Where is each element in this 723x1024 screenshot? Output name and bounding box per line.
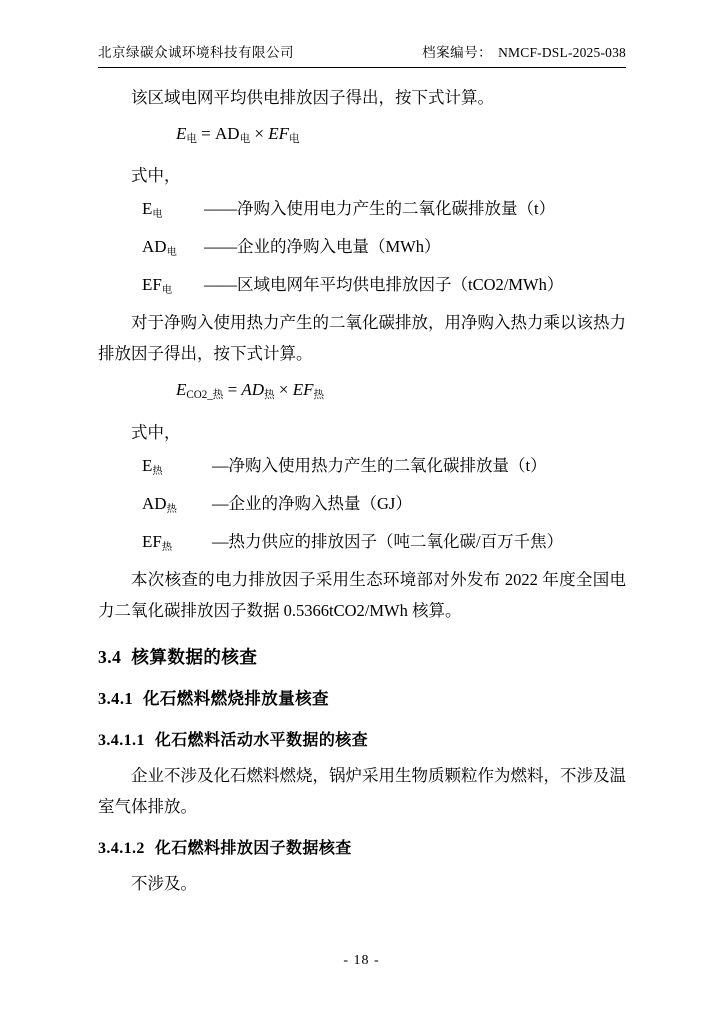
- formula1-rhs-b-sub: 电: [288, 133, 300, 145]
- heading-3-4-1-1-title: 化石燃料活动水平数据的核查: [154, 731, 369, 749]
- definition-text: 净购入使用电力产生的二氧化碳排放量（t）: [237, 199, 556, 219]
- formula1-times: ×: [254, 123, 264, 143]
- header-company-name: 北京绿碳众诚环境科技有限公司: [98, 45, 294, 60]
- definition-row: [98, 193, 626, 231]
- definition-text: 热力供应的排放因子（吨二氧化碳/百万千焦）: [228, 531, 564, 551]
- paragraph-3-4-1-1-body: 企业不涉及化石燃料燃烧，锅炉采用生物质颗粒作为燃料，不涉及温室气体排放。: [98, 765, 626, 816]
- definition-list-heat: [98, 450, 626, 564]
- formula1-lhs-sub: 电: [186, 133, 197, 145]
- heading-3-4-1-number: 3.4.1: [98, 688, 133, 708]
- definition-text: 企业的净购入热量（GJ）: [228, 493, 412, 513]
- formula2-rhs-a-sub: 热: [264, 390, 275, 401]
- heading-3-4-number: 3.4: [98, 646, 122, 667]
- definition-symbol: $AD_电$: [142, 237, 177, 259]
- formula1-rhs-a-sub: 电: [239, 133, 251, 145]
- definition-row: [98, 269, 626, 307]
- formula-heat: [98, 375, 626, 411]
- definition-dash: —: [212, 531, 229, 551]
- heading-3-4-1-2-title: 化石燃料排放因子数据核查: [154, 839, 352, 857]
- heading-3-4-1-1: [98, 726, 626, 756]
- definition-text: 区域电网年平均供电排放因子（tCO2/MWh）: [237, 275, 564, 295]
- shizhong-label-1: 式中，: [131, 166, 181, 186]
- paragraph-3-4-1-2-body: 不涉及。: [131, 873, 197, 893]
- definition-dash: ——: [204, 237, 237, 257]
- formula2-equals: =: [227, 380, 238, 400]
- page-header: [98, 44, 626, 68]
- page-footer: [0, 953, 723, 969]
- heading-3-4: [98, 642, 626, 672]
- page-content: [98, 44, 626, 901]
- formula2-lhs: E: [176, 380, 187, 400]
- header-archive: [422, 44, 626, 62]
- definition-text: 净购入使用热力产生的二氧化碳排放量（t）: [228, 456, 547, 475]
- heading-3-4-1-2-number: 3.4.1.2: [98, 839, 145, 857]
- page-number: - 18 -: [343, 953, 380, 968]
- definition-symbol: $E_电$: [142, 199, 163, 221]
- archive-label: 档案编号：: [422, 45, 493, 60]
- formula1-equals: =: [201, 123, 211, 143]
- heading-3-4-title: 核算数据的核查: [131, 646, 258, 667]
- definition-symbol: $AD_热$: [142, 493, 177, 515]
- formula2-times: ×: [278, 380, 289, 400]
- shizhong-label-2: 式中，: [131, 423, 181, 442]
- definition-list-electricity: [98, 193, 626, 307]
- definition-text: 企业的净购入电量（MWh）: [237, 237, 441, 257]
- definition-dash: —: [212, 493, 229, 513]
- formula1-rhs-b: EF: [268, 123, 289, 143]
- heading-3-4-1: [98, 684, 626, 714]
- heading-3-4-1-title: 化石燃料燃烧排放量核查: [143, 688, 329, 708]
- formula-electricity: [98, 119, 626, 155]
- paragraph-electricity-intro: 该区域电网平均供电排放因子得出，按下式计算。: [131, 87, 494, 107]
- archive-code: NMCF-DSL-2025-038: [498, 45, 626, 60]
- formula2-rhs-a: AD: [241, 380, 265, 400]
- definition-dash: ——: [204, 199, 237, 219]
- formula2-rhs-b: EF: [292, 380, 314, 400]
- formula1-lhs: E: [176, 123, 187, 143]
- formula1-rhs-a: AD: [215, 123, 240, 143]
- definition-row: [98, 526, 626, 564]
- paragraph-heat-intro: 对于净购入使用热力产生的二氧化碳排放，用净购入热力乘以该热力排放因子得出，按下式计算。: [98, 313, 626, 364]
- heading-3-4-1-2: [98, 834, 626, 864]
- definition-row: [98, 488, 626, 526]
- formula2-lhs-sub-num: CO2_: [186, 389, 213, 402]
- definition-symbol: $E_热$: [142, 456, 163, 477]
- formula2-rhs-b-sub: 热: [313, 390, 325, 401]
- definition-row: [98, 450, 626, 488]
- definition-dash: ——: [204, 275, 237, 295]
- definition-row: [98, 231, 626, 269]
- definition-symbol: $EF_电$: [142, 275, 173, 297]
- definition-dash: —: [212, 456, 229, 475]
- paragraph-emission-factor-source: 本次核查的电力排放因子采用生态环境部对外发布 2022 年度全国电力二氧化碳排放因子数据 0.5366tCO2/MWh 核算。: [98, 569, 626, 620]
- formula2-lhs-sub-zh: 热: [212, 390, 224, 401]
- definition-symbol: $EF_热$: [142, 531, 173, 553]
- heading-3-4-1-1-number: 3.4.1.1: [98, 731, 145, 749]
